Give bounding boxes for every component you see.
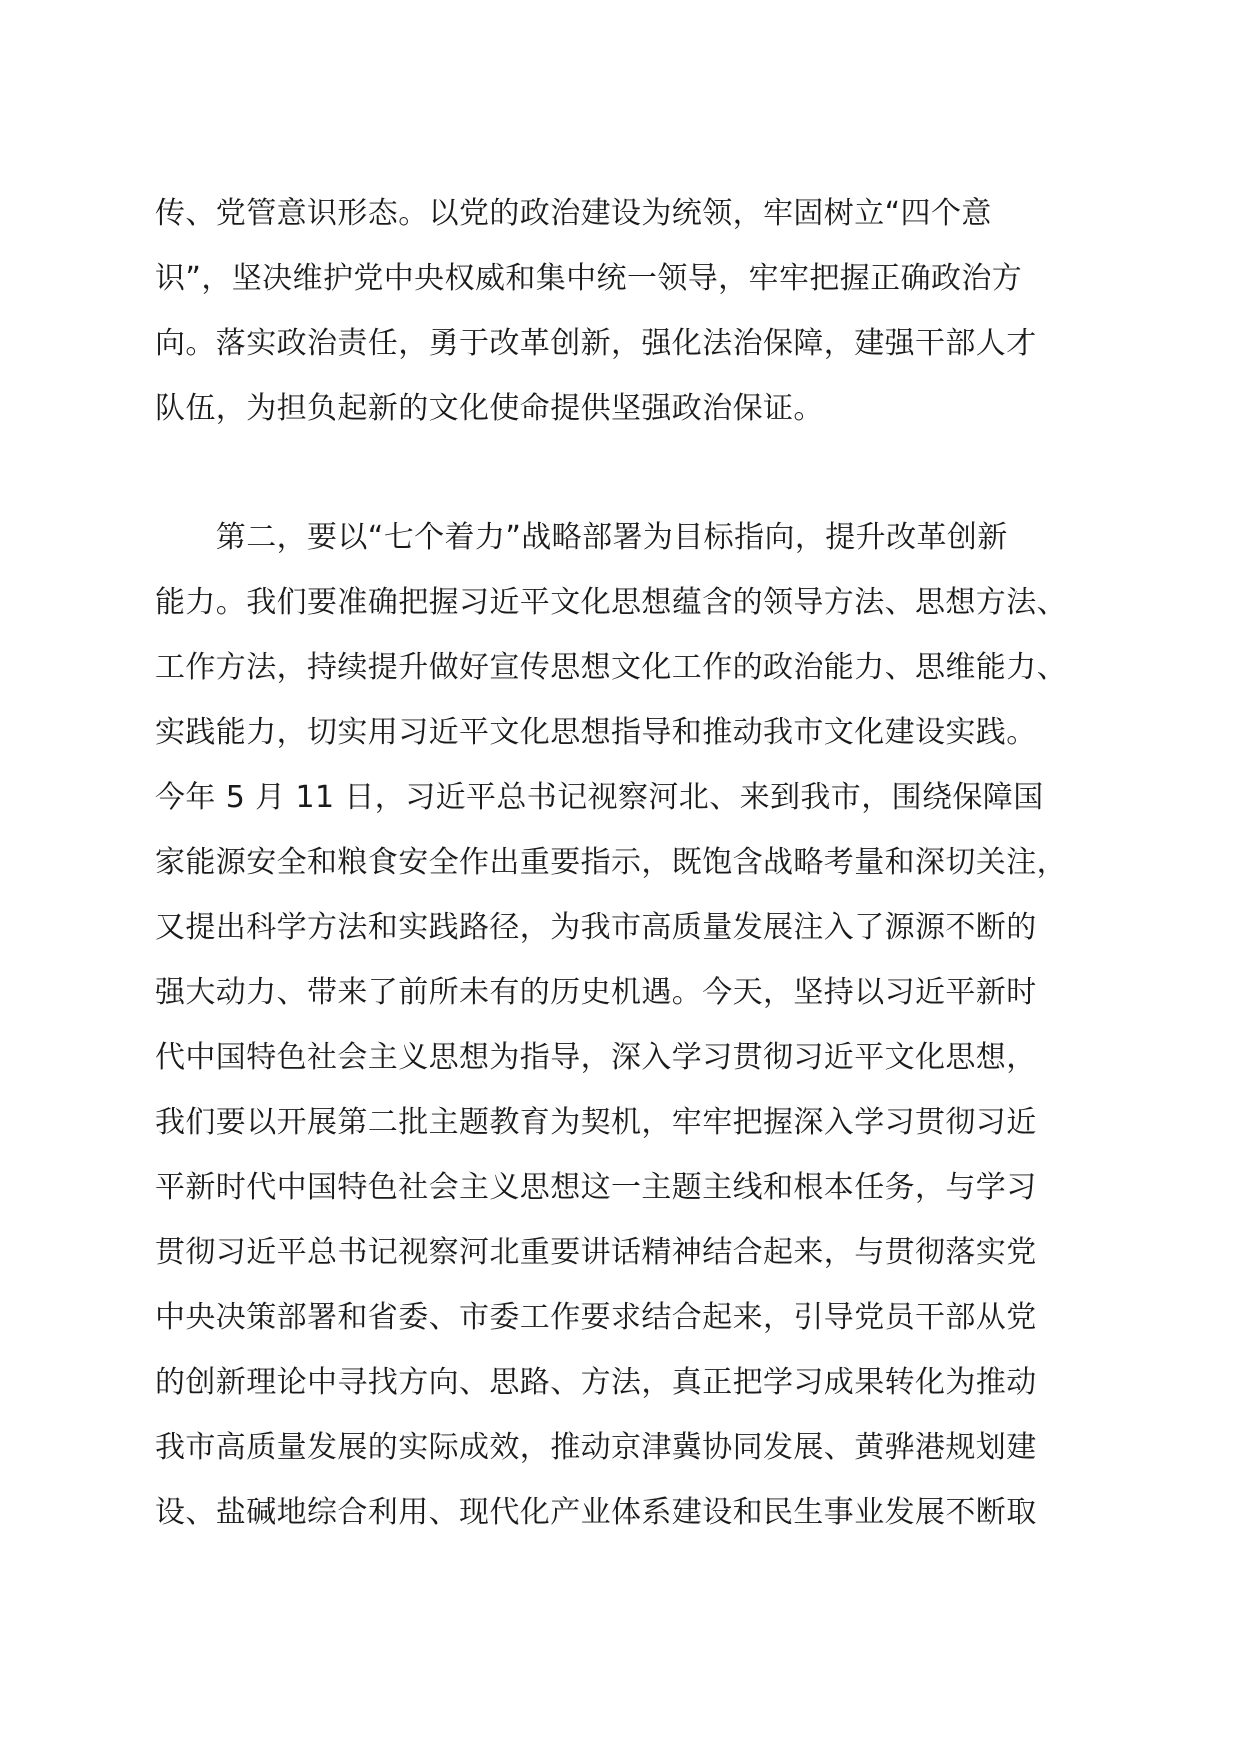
text-line: 今年 5 月 11 日，习近平总书记视察河北、来到我市，围绕保障国 [155, 780, 1044, 815]
text-line: 代中国特色社会主义思想为指导，深入学习贯彻习近平文化思想， [155, 1040, 1037, 1075]
text-line: 实践能力，切实用习近平文化思想指导和推动我市文化建设实践。 [155, 715, 1037, 750]
text-line: 队伍，为担负起新的文化使命提供坚强政治保证。 [155, 391, 824, 426]
paragraph-2 [155, 505, 1095, 1545]
text-line: 家能源安全和粮食安全作出重要指示，既饱含战略考量和深切关注， [155, 845, 1067, 880]
text-line: 工作方法，持续提升做好宣传思想文化工作的政治能力、思维能力、 [155, 650, 1067, 685]
text-line: 我市高质量发展的实际成效，推动京津冀协同发展、黄骅港规划建 [155, 1430, 1037, 1465]
text-line: 平新时代中国特色社会主义思想这一主题主线和根本任务，与学习 [155, 1170, 1037, 1205]
text-line: 贯彻习近平总书记视察河北重要讲话精神结合起来，与贯彻落实党 [155, 1235, 1037, 1270]
text-line: 设、盐碱地综合利用、现代化产业体系建设和民生事业发展不断取 [155, 1495, 1037, 1530]
text-line: 中央决策部署和省委、市委工作要求结合起来，引导党员干部从党 [155, 1300, 1037, 1335]
text-line: 向。落实政治责任，勇于改革创新，强化法治保障，建强干部人才 [155, 326, 1037, 361]
text-line: 的创新理论中寻找方向、思路、方法，真正把学习成果转化为推动 [155, 1365, 1037, 1400]
text-line: 强大动力、带来了前所未有的历史机遇。今天，坚持以习近平新时 [155, 975, 1037, 1010]
text-line: 传、党管意识形态。以党的政治建设为统领，牢固树立“四个意 [155, 196, 992, 231]
text-line: 识”，坚决维护党中央权威和集中统一领导，牢牢把握正确政治方 [155, 261, 1023, 296]
text-line: 又提出科学方法和实践路径，为我市高质量发展注入了源源不断的 [155, 910, 1037, 945]
text-line: 能力。我们要准确把握习近平文化思想蕴含的领导方法、思想方法、 [155, 585, 1067, 620]
text-line: 第二，要以“七个着力”战略部署为目标指向，提升改革创新 [155, 520, 1008, 555]
paragraph-1 [155, 181, 1095, 441]
text-line: 我们要以开展第二批主题教育为契机，牢牢把握深入学习贯彻习近 [155, 1105, 1037, 1140]
